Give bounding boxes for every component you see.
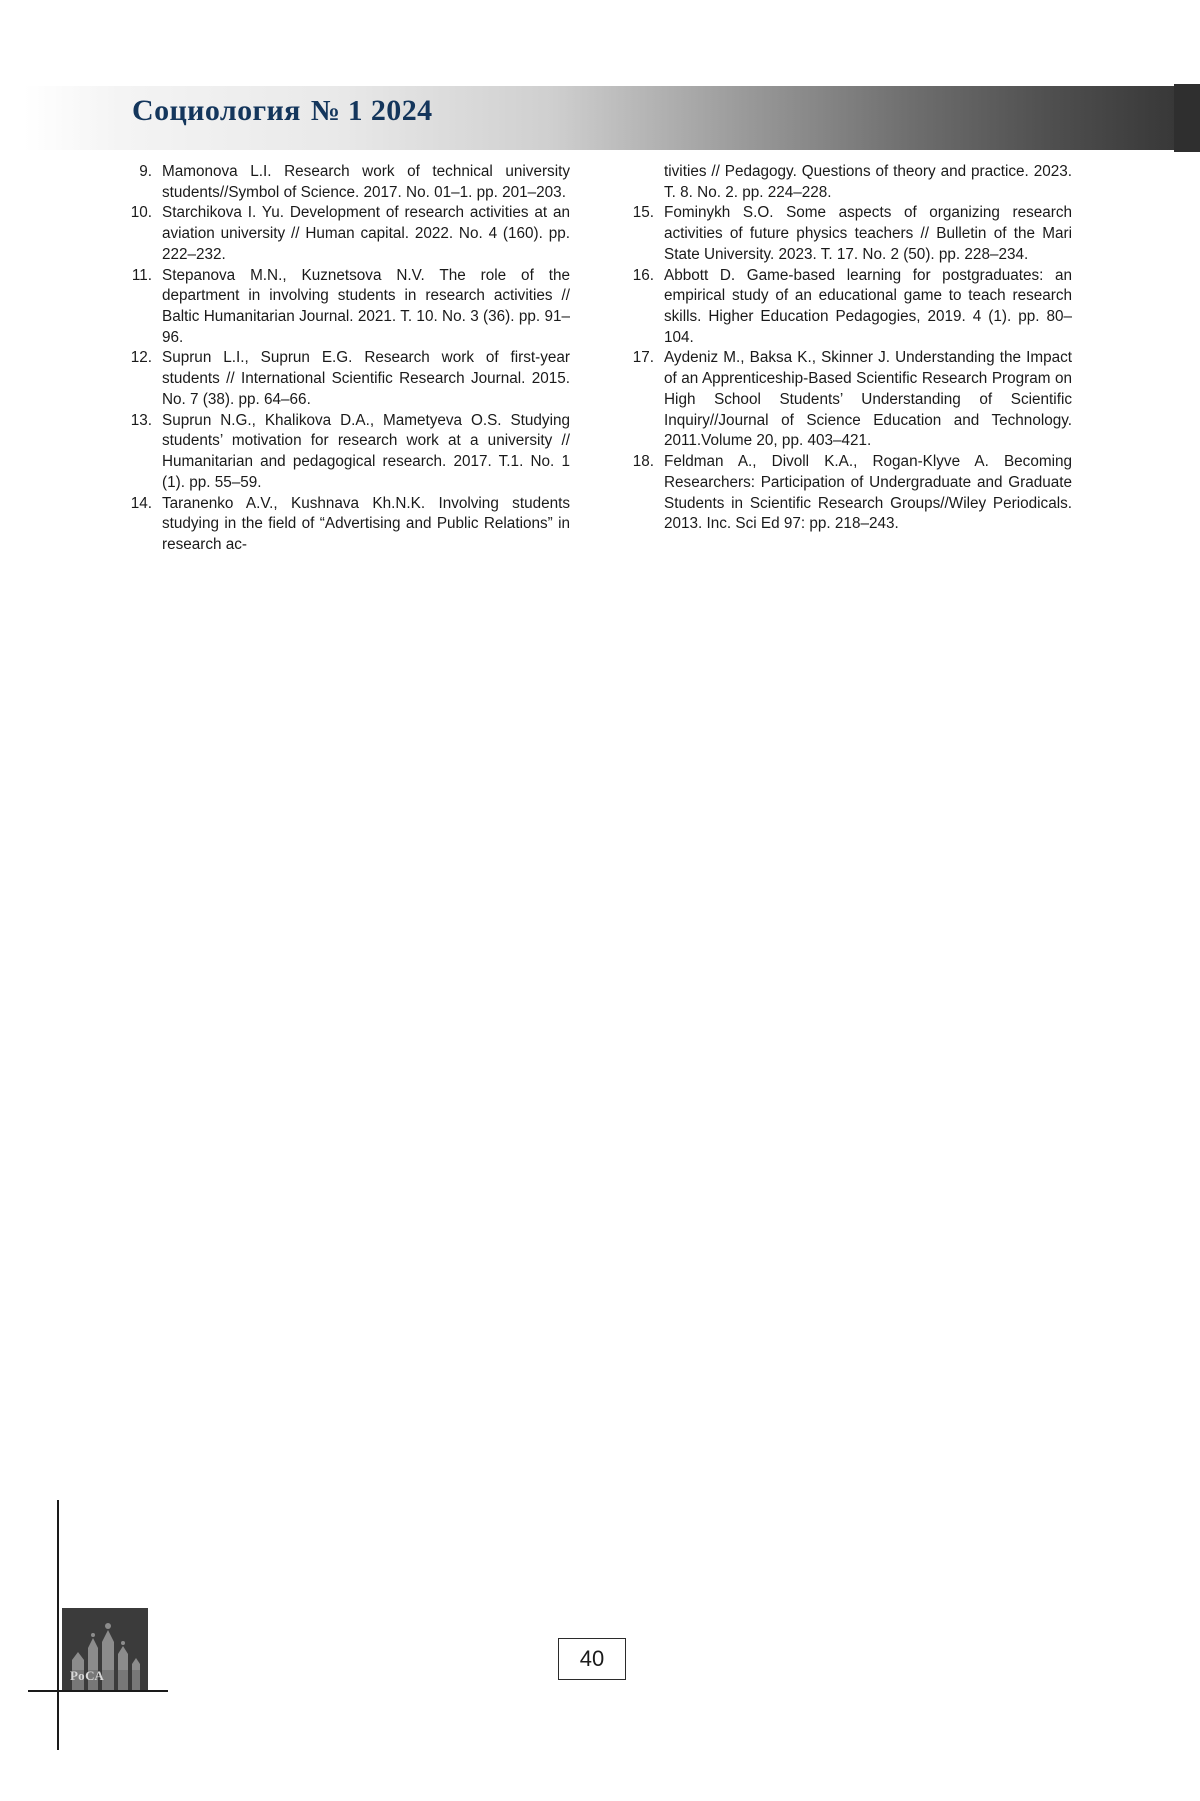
list-item [630,266,1072,349]
list-item [128,348,570,410]
reference-list-right [630,162,1072,535]
journal-name: Социология [132,94,301,127]
list-item-continuation [630,162,1072,203]
reference-text: Stepanova M.N., Kuznetsova N.V. The role of the department in involving students in research activities // Baltic Humanitarian Journal. 2021. T. 10. No. 3 (36). pp. 91–96. [162,266,570,346]
publisher-logo [62,1608,148,1690]
issue-year: 2024 [370,94,433,127]
reference-number: 11. [131,266,152,284]
reference-text: Mamonova L.I. Research work of technical university students//Symbol of Science. 2017. No. 01–1. pp. 201–203. [162,163,570,201]
reference-text: Suprun N.G., Khalikova D.A., Mametyeva O.S. Studying students’ motivation for research work at a university // Humanitarian and pedagogical research. 2017. T.1. No. 1 (1). pp. 55–59. [162,411,570,491]
list-item [630,203,1072,265]
reference-number: 17. [632,349,654,367]
reference-text: Fominykh S.O. Some aspects of organizing research activities of future physics teachers // Bulletin of the Mari State University. 2023. T. 17. No. 2 (50). pp. 228–234. [664,204,1072,263]
reference-text: Taranenko A.V., Kushnava Kh.N.K. Involving students studying in the field of “Advertising and Public Relations” in research ac- [162,494,570,553]
reference-number: 10. [130,204,152,222]
reference-text: Suprun L.I., Suprun E.G. Research work of first-year students // International Scientific Research Journal. 2015. No. 7 (38). pp. 64–66. [162,349,570,408]
crop-mark-horizontal [28,1690,168,1692]
reference-number: 14. [130,494,152,512]
page-header-title [132,94,433,128]
list-item [128,266,570,349]
reference-text: Aydeniz M., Baksa K., Skinner J. Understanding the Impact of an Apprenticeship-Based Scientific Research Program on High School Students’ Understanding of Scientific Inquiry//Journal of Science Education and Technology. 2011.Volume 20, pp. 403–421. [664,349,1072,450]
list-item [630,452,1072,535]
reference-number: 18. [632,453,654,471]
right-column [630,162,1072,556]
reference-number: 9. [139,163,152,180]
reference-number: 13. [130,411,152,429]
reference-text: Starchikova I. Yu. Development of research activities at an aviation university // Human capital. 2022. No. 4 (160). pp. 222–232. [162,204,570,263]
reference-text: Abbott D. Game-based learning for postgraduates: an empirical study of an educational game to teach research skills. Higher Education Pedagogies, 2019. 4 (1). pp. 80–104. [664,266,1072,346]
reference-list-left [128,162,570,556]
list-item [128,494,570,556]
issue-number: № 1 [310,95,363,127]
publisher-logo-label: РоСА [70,1668,105,1683]
left-column [128,162,570,556]
reference-columns [128,162,1072,556]
list-item [128,203,570,265]
list-item [630,348,1072,452]
reference-number: 15. [632,204,654,222]
reference-number [630,162,664,203]
reference-text: tivities // Pedagogy. Questions of theory and practice. 2023. T. 8. No. 2. pp. 224–228. [664,163,1072,201]
reference-number: 16. [632,266,654,284]
list-item [128,162,570,203]
crop-mark-vertical [57,1500,59,1750]
reference-text: Feldman A., Divoll K.A., Rogan-Klyve A. Becoming Researchers: Participation of Undergraduate and Graduate Students in Scientific Research Groups//Wiley Periodicals. 2013. Inc. Sci Ed 97: pp. 218–243. [664,453,1072,533]
reference-number: 12. [130,349,152,367]
page-number: 40 [558,1638,626,1680]
list-item [128,411,570,494]
